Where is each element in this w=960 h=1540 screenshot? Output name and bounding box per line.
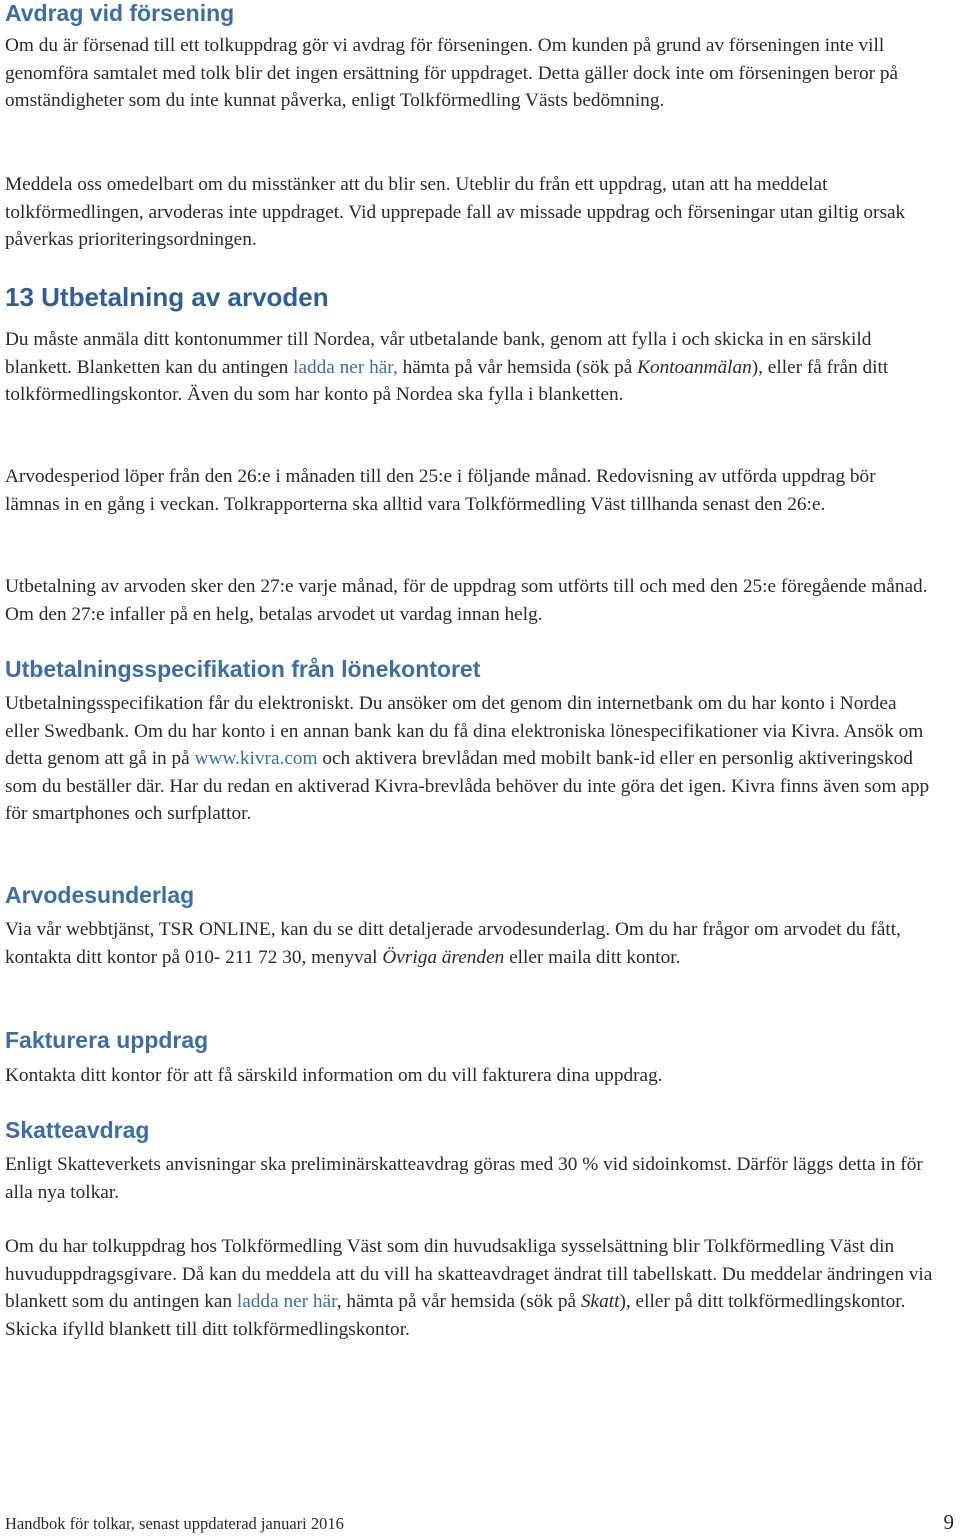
paragraph-utbetalning-2: Arvodesperiod löper från den 26:e i månaden till den 25:e i följande månad. Redovisning av utförda uppdrag bör lämnas in en gång i veckan. Tolkrapporterna ska alltid vara Tolkförmedling Väst tillhanda senast den 26:e. <box>5 466 876 515</box>
footer-text: Handbok för tolkar, senast uppdaterad januari 2016 <box>5 1514 344 1533</box>
heading-fakturera: Fakturera uppdrag <box>5 1027 209 1053</box>
ladda-ner-link-kontoanmalan[interactable]: ladda ner här, <box>293 356 398 378</box>
paragraph-skatt-1: Enligt Skatteverkets anvisningar ska preliminärskatteavdrag göras med 30 % vid sidoinkomst. Därför läggs detta in för alla nya tolkar. <box>5 1154 923 1203</box>
heading-skatt: Skatteavdrag <box>5 1117 150 1143</box>
paragraph-avdrag-2: Meddela oss omedelbart om du misstänker att du blir sen. Uteblir du från ett uppdrag, utan att ha meddelat tolkförmedlingen, arvoderas inte uppdraget. Vid upprepade fall av missade uppdrag och förseningar utan giltig orsak påverkas prioriteringsordningen. <box>5 174 906 251</box>
paragraph-fakturera-1: Kontakta ditt kontor för att få särskild information om du vill fakturera dina uppdrag. <box>5 1065 663 1086</box>
kivra-link[interactable]: www.kivra.com <box>194 748 318 770</box>
paragraph-utbetalning-1: Du måste anmäla ditt kontonummer till Nordea, vår utbetalande bank, genom att fylla i och skicka in en särskild blankett. Blanketten kan du antingen ladda ner här, hämta på vår hemsida (sök på Kontoanmälan), eller få från ditt tolkförmedlingskontor. Även du som har konto på Nordea ska fylla i blanketten. <box>5 329 889 406</box>
heading-spec: Utbetalningsspecifikation från lönekontoret <box>5 656 481 682</box>
paragraph-avdrag-1: Om du är försenad till ett tolkuppdrag gör vi avdrag för förseningen. Om kunden på grund av förseningen inte vill genomföra samtalet med tolk blir det ingen ersättning för uppdraget. Detta gäller dock inte om förseningen beror på omständigheter som du inte kunnat påverka, enligt Tolkförmedling Västs bedömning. <box>5 35 899 112</box>
paragraph-underlag-1: Via vår webbtjänst, TSR ONLINE, kan du se ditt detaljerade arvodesunderlag. Om du har frågor om arvodet du fått, kontakta ditt kontor på 010- 211 72 30, menyval Övriga ärenden eller maila ditt kontor. <box>5 919 901 968</box>
paragraph-spec-1: Utbetalningsspecifikation får du elektroniskt. Du ansöker om det genom din internetbank om du har konto i Nordea eller Swedbank. Om du har konto i en annan bank kan du få dina elektroniska lönespecifikationer via Kivra. Ansök om detta genom att gå in på www.kivra.com och aktivera brevlådan med mobilt bank-id eller en personlig aktiveringskod som du beställer där. Har du redan en aktiverad Kivra-brevlåda behöver du inte göra det igen. Kivra finns även som app för smartphones och surfplattor. <box>5 693 930 825</box>
paragraph-utbetalning-3: Utbetalning av arvoden sker den 27:e varje månad, för de uppdrag som utförts till och med den 25:e föregående månad. Om den 27:e infaller på en helg, betalas arvodet ut vardag innan helg. <box>5 576 928 625</box>
paragraph-skatt-2: Om du har tolkuppdrag hos Tolkförmedling Väst som din huvudsakliga sysselsättning blir Tolkförmedling Väst din huvuduppdragsgivare. Då kan du meddela att du vill ha skatteavdraget ändrat till tabellskatt. Du meddelar ändringen via blankett som du antingen kan ladda ner här, hämta på vår hemsida (sök på Skatt), eller på ditt tolkförmedlingskontor. Skicka ifylld blankett till ditt tolkförmedlingskontor. <box>5 1236 933 1340</box>
heading-avdrag: Avdrag vid försening <box>5 0 235 26</box>
ladda-ner-link-skatt[interactable]: ladda ner här <box>236 1291 337 1313</box>
page-number: 9 <box>943 1510 954 1534</box>
heading-utbetalning: 13 Utbetalning av arvoden <box>5 282 329 312</box>
heading-underlag: Arvodesunderlag <box>5 882 195 908</box>
